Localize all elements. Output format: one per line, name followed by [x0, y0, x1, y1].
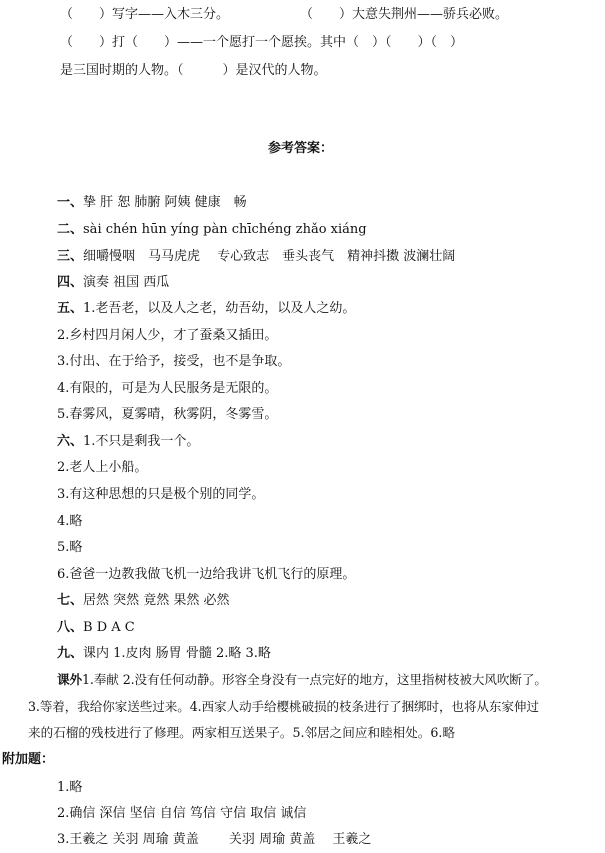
answer-section-5 [57, 300, 355, 318]
list-item: 4.有限的，可是为人民服务是无限的。 [57, 381, 278, 396]
answer-section-1 [57, 194, 247, 212]
list-item: 6.爸爸一边教我做飞机一边给我讲飞机飞行的原理。 [57, 567, 356, 582]
kewai-line-2: 3.等着，我给你家送些过来。4.西家人动手给樱桃破损的枝条进行了捆绑时，也将从东家伸过 [28, 699, 539, 714]
question-line-1a: （ ）写字——入木三分。 [60, 7, 230, 22]
section-text: sài chén hūn yíng pàn chīchéng zhǎo xiáng [83, 222, 367, 237]
section-text: 细嚼慢咽 马马虎虎 专心致志 垂头丧气 精神抖擞 波澜壮阔 [83, 249, 456, 264]
answer-section-2 [57, 221, 367, 239]
list-item: 1.老吾老，以及人之老，幼吾幼，以及人之幼。 [83, 301, 356, 316]
section-text: 课内 1.皮肉 肠胃 骨髓 2.略 3.略 [83, 646, 271, 661]
section-label: 六、 [57, 434, 84, 449]
section-label: 三、 [57, 249, 84, 264]
section-label: 九、 [57, 646, 84, 661]
section-label: 八、 [57, 620, 84, 635]
section-text: 挚 肝 恕 肺腑 阿姨 健康 畅 [83, 195, 247, 210]
question-line-1b: （ ）大意失荆州——骄兵必败。 [300, 7, 509, 22]
list-item: 2.乡村四月闲人少，才了蚕桑又插田。 [57, 328, 278, 343]
answer-section-7 [57, 592, 230, 610]
list-item: 3.付出、在于给予，接受，也不是争取。 [57, 354, 291, 369]
bonus-title: 附加题： [2, 752, 55, 767]
list-item: 5.春雾风，夏雾晴，秋雾阴，冬雾雪。 [57, 407, 278, 422]
bonus-item-1: 1.略 [57, 780, 83, 795]
answers-title: 参考答案： [268, 141, 334, 156]
list-item: 5.略 [57, 540, 83, 555]
answer-section-8 [57, 619, 135, 637]
bonus-item-2: 2.确信 深信 坚信 自信 笃信 守信 取信 诚信 [57, 806, 307, 821]
question-line-2: （ ）打（ ）——一个愿打一个愿挨。其中（ ）（ ）（ ） [60, 35, 464, 50]
section-text: 演奏 祖国 西瓜 [83, 275, 170, 290]
section-text: B D A C [83, 620, 135, 635]
answer-section-9 [57, 645, 271, 663]
bonus-item-3: 3.王羲之 关羽 周瑜 黄盖 关羽 周瑜 黄盖 王羲之 [57, 832, 372, 847]
section-label: 二、 [57, 222, 84, 237]
kewai-text: 1.奉献 2.没有任何动静。形容全身没有一点完好的地方，这里指树枝被大风吹断了。 [82, 672, 547, 687]
answer-section-6 [57, 433, 199, 451]
section-label: 七、 [57, 593, 84, 608]
section-label: 四、 [57, 275, 84, 290]
kewai-line-1 [57, 671, 547, 689]
section-label: 五、 [57, 301, 84, 316]
list-item: 2.老人上小船。 [57, 460, 148, 475]
list-item: 1.不只是剩我一个。 [83, 434, 200, 449]
question-line-3: 是三国时期的人物。（ ）是汉代的人物。 [60, 63, 327, 78]
list-item: 4.略 [57, 514, 83, 529]
list-item: 3.有这种思想的只是极个别的同学。 [57, 487, 265, 502]
answer-section-3 [57, 248, 455, 266]
section-label: 一、 [57, 195, 84, 210]
kewai-line-3: 来的石榴的残枝进行了修理。两家相互送果子。5.邻居之间应和睦相处。6.略 [28, 725, 456, 740]
answer-section-4 [57, 274, 169, 292]
kewai-label: 课外 [57, 672, 82, 687]
section-text: 居然 突然 竟然 果然 必然 [83, 593, 230, 608]
